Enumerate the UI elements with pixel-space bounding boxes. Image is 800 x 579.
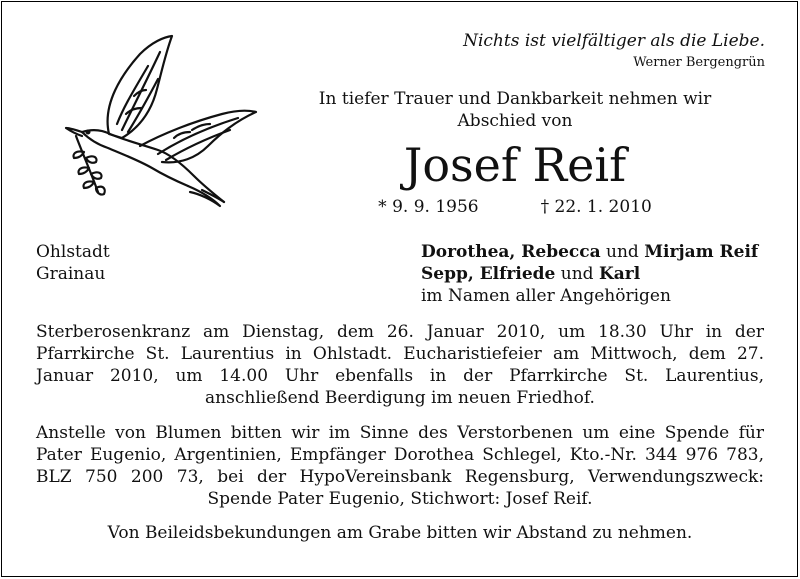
death-date: † 22. 1. 2010: [540, 197, 652, 217]
quote-author: Werner Bergengrün: [633, 55, 765, 70]
donation-request: Anstelle von Blumen bitten wir im Sinne des Verstorbenen um eine Spende für Pater Eugenio, Argentinien, Empfänger Dorothea Schlegel, Kto.-Nr. 344 976 783, BLZ 750 200 73, bei der HypoVereinsbank Regensburg, Verwendungszweck: Spende Pater Eugenio, Stichwort: Josef Reif.: [36, 423, 764, 509]
places-list: [36, 241, 110, 285]
intro-line-2: Abschied von: [457, 111, 573, 131]
intro-text: [262, 88, 768, 132]
intro-line-1: In tiefer Trauer und Dankbarkeit nehmen wir: [318, 89, 712, 109]
mourners-line-2: [421, 263, 758, 285]
conjunction: und: [600, 242, 645, 262]
birth-date: * 9. 9. 1956: [378, 197, 479, 217]
place-item: Grainau: [36, 264, 106, 284]
life-dates: [262, 197, 768, 217]
mourners-line-3: im Namen aller Angehörigen: [421, 286, 671, 306]
conjunction: und: [555, 264, 599, 284]
mourner-names: Karl: [598, 264, 641, 284]
quote-text: Nichts ist vielfältiger als die Liebe.: [463, 31, 765, 51]
deceased-name: Josef Reif: [403, 138, 627, 192]
mourner-names: Dorothea, Rebecca: [421, 242, 601, 262]
dove-with-olive-branch-icon: [62, 34, 258, 214]
mourner-names: Mirjam Reif: [644, 242, 759, 262]
mourner-names: Sepp, Elfriede: [421, 264, 556, 284]
place-item: Ohlstadt: [36, 242, 110, 262]
closing-note: Von Beileidsbekundungen am Grabe bitten wir Abstand zu nehmen.: [107, 523, 693, 543]
service-information: Sterberosenkranz am Dienstag, dem 26. Januar 2010, um 18.30 Uhr in der Pfarrkirche St. Laurentius in Ohlstadt. Eucharistiefeier am Mittwoch, dem 27. Januar 2010, um 14.00 Uhr ebenfalls in der Pfarrkirche St. Laurentius, anschließend Beerdigung im neuen Friedhof.: [36, 322, 764, 408]
mourners-line-1: [421, 241, 758, 263]
mourners-list: [421, 241, 758, 307]
